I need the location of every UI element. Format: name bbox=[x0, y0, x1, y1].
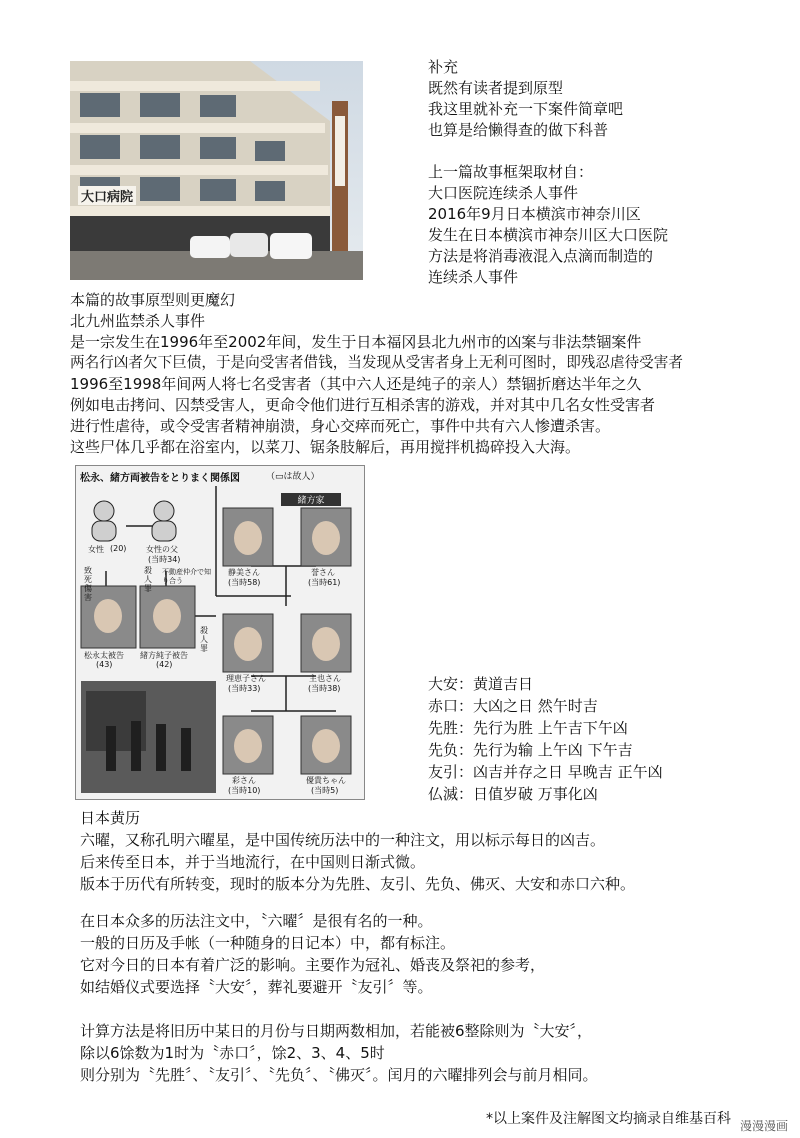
rokuyo-name: 赤口 bbox=[428, 697, 459, 715]
rokuyo-name: 先胜 bbox=[428, 719, 459, 737]
chart-legend: （▭は故人） bbox=[266, 472, 320, 482]
calendar-line: 除以6馀数为1时为〝赤口〞，馀2、3、4、5时 bbox=[80, 1044, 385, 1062]
hospital-photo bbox=[70, 61, 363, 280]
calendar-line: 一般的日历及手帐（一种随身的日记本）中，都有标注。 bbox=[80, 934, 456, 952]
person-name: 誉さん bbox=[311, 568, 335, 577]
source-note: *以上案件及注解图文均摘录自维基百科 bbox=[486, 1111, 731, 1127]
rokuyo-desc: 日值岁破 万事化凶 bbox=[473, 785, 598, 803]
calendar-line: 在日本众多的历法注文中，〝六曜〞是很有名的一种。 bbox=[80, 912, 433, 930]
case-line: 例如电击拷问、囚禁受害人，更命令他们进行互相杀害的游戏，并对其中几名女性受害者 bbox=[70, 396, 656, 414]
relation-note: 殺人罪 bbox=[200, 626, 208, 653]
relation-chart bbox=[75, 465, 365, 800]
rokuyo-item: 赤口：大凶之日 然午时吉 bbox=[428, 697, 598, 715]
chart-header: 松永、緒方両被告をとりまく関係図 bbox=[80, 473, 240, 484]
supplement-line: 既然有读者提到原型 bbox=[428, 79, 564, 97]
calendar-line: 计算方法是将旧历中某日的月份与日期两数相加，若能被6整除则为〝大安〞， bbox=[80, 1022, 593, 1040]
calendar-line: 则分别为〝先胜〞、〝友引〞、〝先负〞、〝佛灭〞。闰月的六曜排列会与前月相同。 bbox=[80, 1066, 598, 1084]
person-name: 女性 bbox=[88, 545, 104, 554]
rokuyo-desc: 凶吉并存之日 早晚吉 正午凶 bbox=[473, 763, 663, 781]
case-line: 是一宗发生在1996年至2002年间，发生于日本福冈县北九州市的凶案与非法禁锢案件 bbox=[70, 333, 642, 351]
person-name: 彩さん bbox=[232, 776, 256, 785]
hospital-sign: 大口病院 bbox=[78, 186, 136, 205]
person-age: (当時33) bbox=[228, 684, 261, 693]
person-age: (当時5) bbox=[311, 786, 339, 795]
supplement-line: 也算是给懒得查的做下科普 bbox=[428, 121, 609, 139]
person-name: 緒方純子被告 bbox=[140, 651, 188, 660]
case-title: 北九州监禁杀人事件 bbox=[70, 312, 206, 330]
person-age: (当時58) bbox=[228, 578, 261, 587]
rokuyo-name: 先负 bbox=[428, 741, 459, 759]
relation-note: 不動産仲介で知り合う bbox=[162, 568, 211, 585]
calendar-title: 日本黄历 bbox=[80, 809, 141, 827]
person-age: (当時10) bbox=[228, 786, 261, 795]
person-name: 主也さん bbox=[309, 674, 341, 683]
rokuyo-item: 先胜：先行为胜 上午吉下午凶 bbox=[428, 719, 628, 737]
person-age: (当時34) bbox=[148, 555, 181, 564]
supplement-line: 大口医院连续杀人事件 bbox=[428, 184, 579, 202]
person-name: 松永太被告 bbox=[84, 651, 124, 660]
case-line: 两名行凶者欠下巨债，于是向受害者借钱，当发现从受害者身上无利可图时，即残忍虐待受害者 bbox=[70, 354, 683, 371]
calendar-line: 如结婚仪式要选择〝大安〞，葬礼要避开〝友引〞等。 bbox=[80, 978, 433, 996]
case-line: 本篇的故事原型则更魔幻 bbox=[70, 291, 236, 309]
case-line: 这些尸体几乎都在浴室内，以菜刀、锯条肢解后，再用搅拌机捣碎投入大海。 bbox=[70, 438, 581, 456]
person-name: 女性の父 bbox=[146, 545, 178, 554]
case-line: 进行性虐待，或令受害者精神崩溃，身心交瘁而死亡，事件中共有六人惨遭杀害。 bbox=[70, 417, 611, 435]
supplement-line: 2016年9月日本横滨市神奈川区 bbox=[428, 205, 641, 223]
person-name: 静美さん bbox=[228, 568, 260, 577]
calendar-line: 后来传至日本，并于当地流行，在中国则日渐式微。 bbox=[80, 853, 426, 871]
rokuyo-item: 友引：凶吉并存之日 早晚吉 正午凶 bbox=[428, 763, 663, 781]
calendar-line: 它对今日的日本有着广泛的影响。主要作为冠礼、婚丧及祭祀的参考， bbox=[80, 956, 546, 974]
case-line: 1996至1998年间两人将七名受害者（其中六人还是纯子的亲人）禁锢折磨达半年之久 bbox=[70, 375, 642, 393]
family-label: 緒方家 bbox=[281, 493, 341, 506]
rokuyo-item: 先负：先行为输 上午凶 下午吉 bbox=[428, 741, 633, 759]
person-name: 優貴ちゃん bbox=[306, 776, 346, 785]
rokuyo-desc: 黄道吉日 bbox=[473, 675, 534, 693]
person-age: (42) bbox=[156, 660, 173, 669]
rokuyo-name: 大安 bbox=[428, 675, 459, 693]
rokuyo-item: 仏滅：日值岁破 万事化凶 bbox=[428, 785, 598, 803]
rokuyo-desc: 先行为输 上午凶 下午吉 bbox=[473, 741, 633, 759]
person-age: (当時61) bbox=[308, 578, 341, 587]
relation-note: 殺人罪 bbox=[144, 566, 152, 593]
rokuyo-name: 友引 bbox=[428, 763, 459, 781]
rokuyo-desc: 先行为胜 上午吉下午凶 bbox=[473, 719, 628, 737]
person-age: (20) bbox=[110, 544, 127, 553]
rokuyo-desc: 大凶之日 然午时吉 bbox=[473, 697, 598, 715]
rokuyo-name: 仏滅 bbox=[428, 785, 459, 803]
supplement-line: 发生在日本横滨市神奈川区大口医院 bbox=[428, 226, 669, 244]
supplement-line: 我这里就补充一下案件简章吧 bbox=[428, 100, 624, 118]
person-name: 理恵子さん bbox=[226, 674, 266, 683]
watermark: 漫漫漫画 bbox=[740, 1119, 789, 1133]
supplement-line: 补充 bbox=[428, 58, 459, 76]
rokuyo-item: 大安：黄道吉日 bbox=[428, 675, 534, 693]
person-age: (当時38) bbox=[308, 684, 341, 693]
relation-note: 致死傷害 bbox=[84, 566, 92, 602]
supplement-line: 上一篇故事框架取材自： bbox=[428, 163, 594, 181]
supplement-line: 连续杀人事件 bbox=[428, 268, 519, 286]
supplement-line: 方法是将消毒液混入点滴而制造的 bbox=[428, 247, 654, 265]
person-age: (43) bbox=[96, 660, 113, 669]
calendar-line: 六曜，又称孔明六曜星，是中国传统历法中的一种注文，用以标示每日的凶吉。 bbox=[80, 831, 606, 849]
calendar-line: 版本于历代有所转变，现时的版本分为先胜、友引、先负、佛灭、大安和赤口六种。 bbox=[80, 875, 636, 893]
